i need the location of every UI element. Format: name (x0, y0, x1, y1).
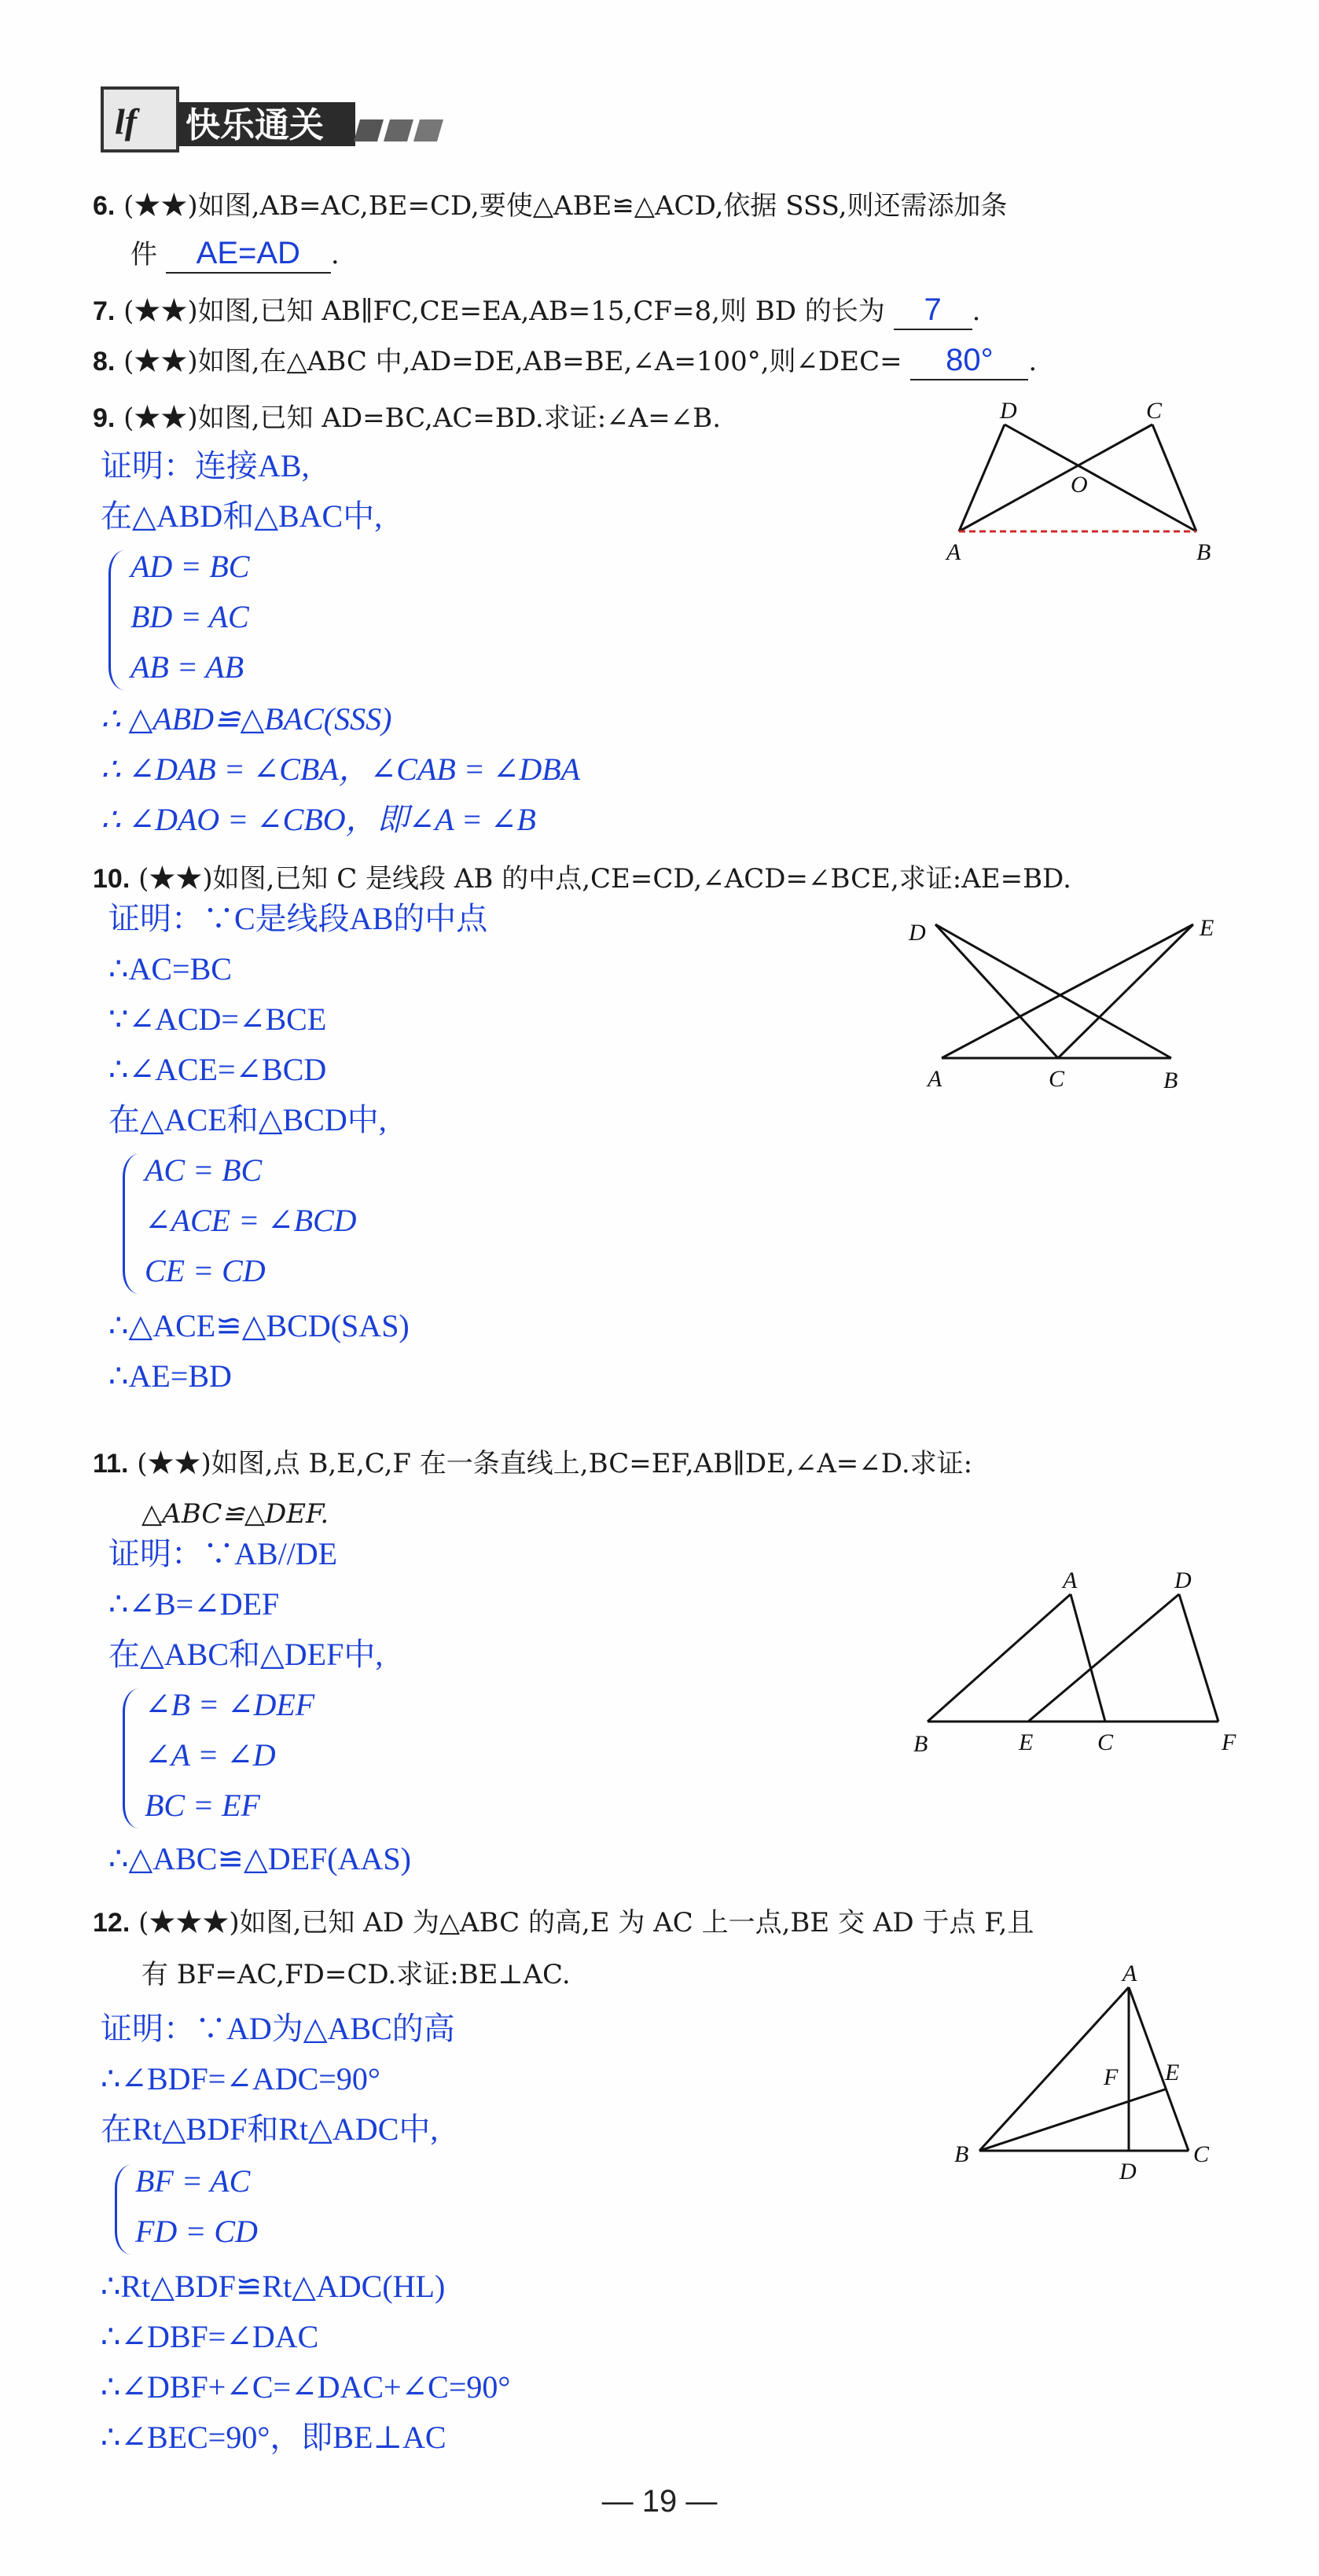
q10-label-a: A (928, 1066, 942, 1092)
q9-stem: 9. (★★)如图,已知 AD=BC,AC=BD.求证:∠A=∠B. (93, 402, 722, 434)
q9-proof-6: ∴ ∠DAB = ∠CBA，∠CAB = ∠DBA (101, 751, 581, 787)
q12-label-b: B (954, 2141, 969, 2167)
q12-proof-1: ∴∠BDF=∠ADC=90° (101, 2061, 380, 2096)
q12-proof-0: 证明：∵AD为△ABC的高 (101, 2011, 455, 2046)
q10-proof-4: 在△ACE和△BCD中, (108, 1102, 387, 1137)
q11-proof-5: BC = EF (145, 1788, 260, 1823)
q12-label-d: D (1119, 2159, 1137, 2185)
q9-proof-2: AD = BC (130, 549, 250, 584)
q9-proof-1: 在△ABD和△BAC中, (101, 498, 383, 534)
q12-line2: 有 BF=AC,FD=CD.求证:BE⊥AC. (141, 1959, 571, 1990)
q10-proof-1: ∴AC=BC (108, 951, 232, 987)
q10-label-b: B (1163, 1068, 1178, 1093)
q12-label-e: E (1165, 2060, 1180, 2085)
q11-proof-1: ∴∠B=∠DEF (108, 1586, 280, 1622)
q12-proof-7: ∴∠DBF+∠C=∠DAC+∠C=90° (101, 2369, 511, 2405)
q10-stem: 10. (★★)如图,已知 C 是线段 AB 的中点,CE=CD,∠ACD=∠BCE,求证:AE=BD. (93, 863, 1071, 895)
q6-answer-blank (166, 236, 331, 274)
q9-label-d: D (1000, 398, 1017, 424)
q8: 8. (★★)如图,在△ABC 中,AD=DE,AB=BE,∠A=100°,则∠DEC= 80° . (93, 343, 1037, 380)
q7-answer-blank (894, 292, 972, 330)
q6-line2: 件 AE=AD . (130, 236, 340, 274)
q10-proof-2: ∵∠ACD=∠BCE (108, 1001, 327, 1037)
q9-label-b: B (1196, 539, 1211, 565)
q9-proof-5: ∴ △ABD≌△BAC(SSS) (101, 701, 392, 737)
q10-proof-9: ∴AE=BD (108, 1358, 232, 1394)
q9-proof-7: ∴ ∠DAO = ∠CBO，即∠A = ∠B (101, 802, 536, 837)
q7: 7. (★★)如图,已知 AB∥FC,CE=EA,AB=15,CF=8,则 BD 的长为 7 . (93, 292, 980, 330)
q11-line2: △ABC≌△DEF. (141, 1498, 329, 1530)
q12-proof-3: BF = AC (135, 2163, 251, 2199)
q12-label-a: A (1122, 1960, 1137, 1986)
q12-brace (115, 2165, 131, 2254)
q6-line1: 6. (★★)如图,AB=AC,BE=CD,要使△ABE≌△ACD,依据 SSS,则还需添加条 (93, 190, 1008, 222)
q10-label-d: D (909, 920, 926, 946)
q11-label-c: C (1097, 1729, 1114, 1755)
page-number: — 19 — (601, 2484, 718, 2519)
q11-label-b: B (913, 1731, 928, 1757)
q12-proof-8: ∴∠BEC=90°，即BE⊥AC (101, 2420, 446, 2455)
q9-label-c: C (1146, 398, 1163, 424)
q7-answer: 7 (924, 292, 942, 327)
header-title: 快乐通关 (186, 105, 324, 145)
q12-label-f: F (1104, 2064, 1119, 2090)
q9-figure (935, 393, 1250, 574)
q9-label-o: O (1071, 472, 1088, 498)
q10-proof-5: AC = BC (145, 1152, 263, 1188)
q12-line1: 12. (★★★)如图,已知 AD 为△ABC 的高,E 为 AC 上一点,BE 交 AD 于点 F,且 (93, 1907, 1034, 1938)
q11-label-f: F (1222, 1729, 1236, 1755)
q8-answer: 80° (946, 343, 994, 377)
q10-proof-6: ∠ACE = ∠BCD (145, 1203, 357, 1238)
q10-proof-3: ∴∠ACE=∠BCD (108, 1052, 327, 1087)
q9-proof-4: AB = AB (130, 649, 244, 685)
q12-label-c: C (1193, 2141, 1210, 2167)
logo-mark: lf (115, 101, 138, 141)
q11-proof-6: ∴△ABC≌△DEF(AAS) (108, 1841, 411, 1876)
q11-proof-4: ∠A = ∠D (145, 1737, 276, 1773)
q9-proof-3: BD = AC (130, 599, 249, 634)
q10-label-c: C (1049, 1066, 1065, 1092)
q11-figure (904, 1564, 1250, 1769)
q12-proof-5: ∴Rt△BDF≌Rt△ADC(HL) (101, 2269, 446, 2304)
q10-label-e: E (1200, 915, 1214, 941)
q9-brace (108, 550, 125, 690)
q11-proof-0: 证明：∵AB//DE (108, 1536, 338, 1571)
q12-proof-2: 在Rt△BDF和Rt△ADC中, (101, 2111, 439, 2147)
q10-proof-0: 证明：∵C是线段AB的中点 (108, 901, 488, 936)
q8-answer-blank (910, 343, 1028, 380)
q10-figure (904, 912, 1234, 1101)
q10-proof-7: CE = CD (145, 1253, 266, 1288)
q12-proof-6: ∴∠DBF=∠DAC (101, 2319, 319, 2354)
q12-proof-4: FD = CD (135, 2214, 258, 2249)
q11-proof-2: 在△ABC和△DEF中, (108, 1637, 384, 1672)
q6-answer: AE=AD (196, 236, 300, 270)
q12-figure (951, 1957, 1250, 2185)
q10-brace (123, 1154, 139, 1294)
q9-proof-0: 证明：连接AB, (101, 448, 310, 483)
q11-label-e: E (1019, 1729, 1034, 1755)
q11-proof-3: ∠B = ∠DEF (145, 1687, 315, 1722)
q11-label-d: D (1174, 1567, 1192, 1593)
header-badge (101, 85, 446, 156)
q10-proof-8: ∴△ACE≌△BCD(SAS) (108, 1308, 410, 1343)
q11-label-a: A (1063, 1567, 1078, 1593)
q11-brace (123, 1689, 139, 1828)
q11-line1: 11. (★★)如图,点 B,E,C,F 在一条直线上,BC=EF,AB∥DE,∠A=∠D.求证: (93, 1448, 973, 1479)
q9-label-a: A (946, 539, 961, 565)
